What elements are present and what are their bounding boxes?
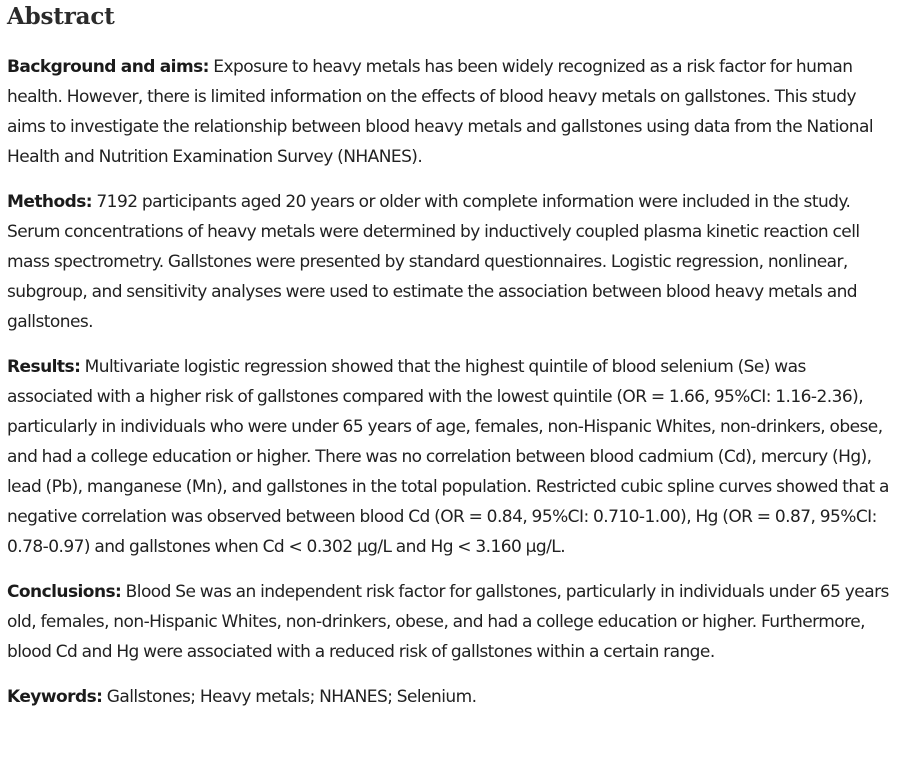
keywords-paragraph <box>7 682 892 712</box>
results-label: Results: <box>7 357 81 377</box>
methods-paragraph <box>7 187 892 337</box>
background-text: Exposure to heavy metals has been widely recognized as a risk factor for human health. However, there is limited information on the effects of blood heavy metals on gallstones. This study aims to investigate the relationship between blood heavy metals and gallstones using data from the National Health and Nutrition Examination Survey (NHANES). <box>7 57 873 167</box>
background-label: Background and aims: <box>7 57 209 77</box>
conclusions-text: Blood Se was an independent risk factor for gallstones, particularly in individuals under 65 years old, females, non-Hispanic Whites, non-drinkers, obese, and had a college education or higher. Furthermore, blood Cd and Hg were associated with a reduced risk of gallstones within a certain range. <box>7 582 889 662</box>
conclusions-paragraph <box>7 577 892 667</box>
keywords-label: Keywords: <box>7 687 103 707</box>
conclusions-label: Conclusions: <box>7 582 122 602</box>
abstract-heading: Abstract <box>7 3 115 30</box>
keywords-text: Gallstones; Heavy metals; NHANES; Selenium. <box>106 687 477 707</box>
methods-text: 7192 participants aged 20 years or older with complete information were included in the study. Serum concentrations of heavy metals were determined by inductively coupled plasma kinetic reaction cell mass spectrometry. Gallstones were presented by standard questionnaires. Logistic regression, nonlinear, subgroup, and sensitivity analyses were used to estimate the association between blood heavy metals and gallstones. <box>7 192 860 332</box>
results-paragraph <box>7 352 892 562</box>
background-paragraph <box>7 52 892 172</box>
methods-label: Methods: <box>7 192 93 212</box>
results-text: Multivariate logistic regression showed that the highest quintile of blood selenium (Se) was associated with a higher risk of gallstones compared with the lowest quintile (OR = 1.66, 95%CI: 1.16-2.36), particularly in individuals who were under 65 years of age, females, non-Hispanic Whites, non-drinkers, obese, and had a college education or higher. There was no correlation between blood cadmium (Cd), mercury (Hg), lead (Pb), manganese (Mn), and gallstones in the total population. Restricted cubic spline curves showed that a negative correlation was observed between blood Cd (OR = 0.84, 95%CI: 0.710-1.00), Hg (OR = 0.87, 95%CI: 0.78-0.97) and gallstones when Cd < 0.302 μg/L and Hg < 3.160 μg/L. <box>7 357 889 557</box>
